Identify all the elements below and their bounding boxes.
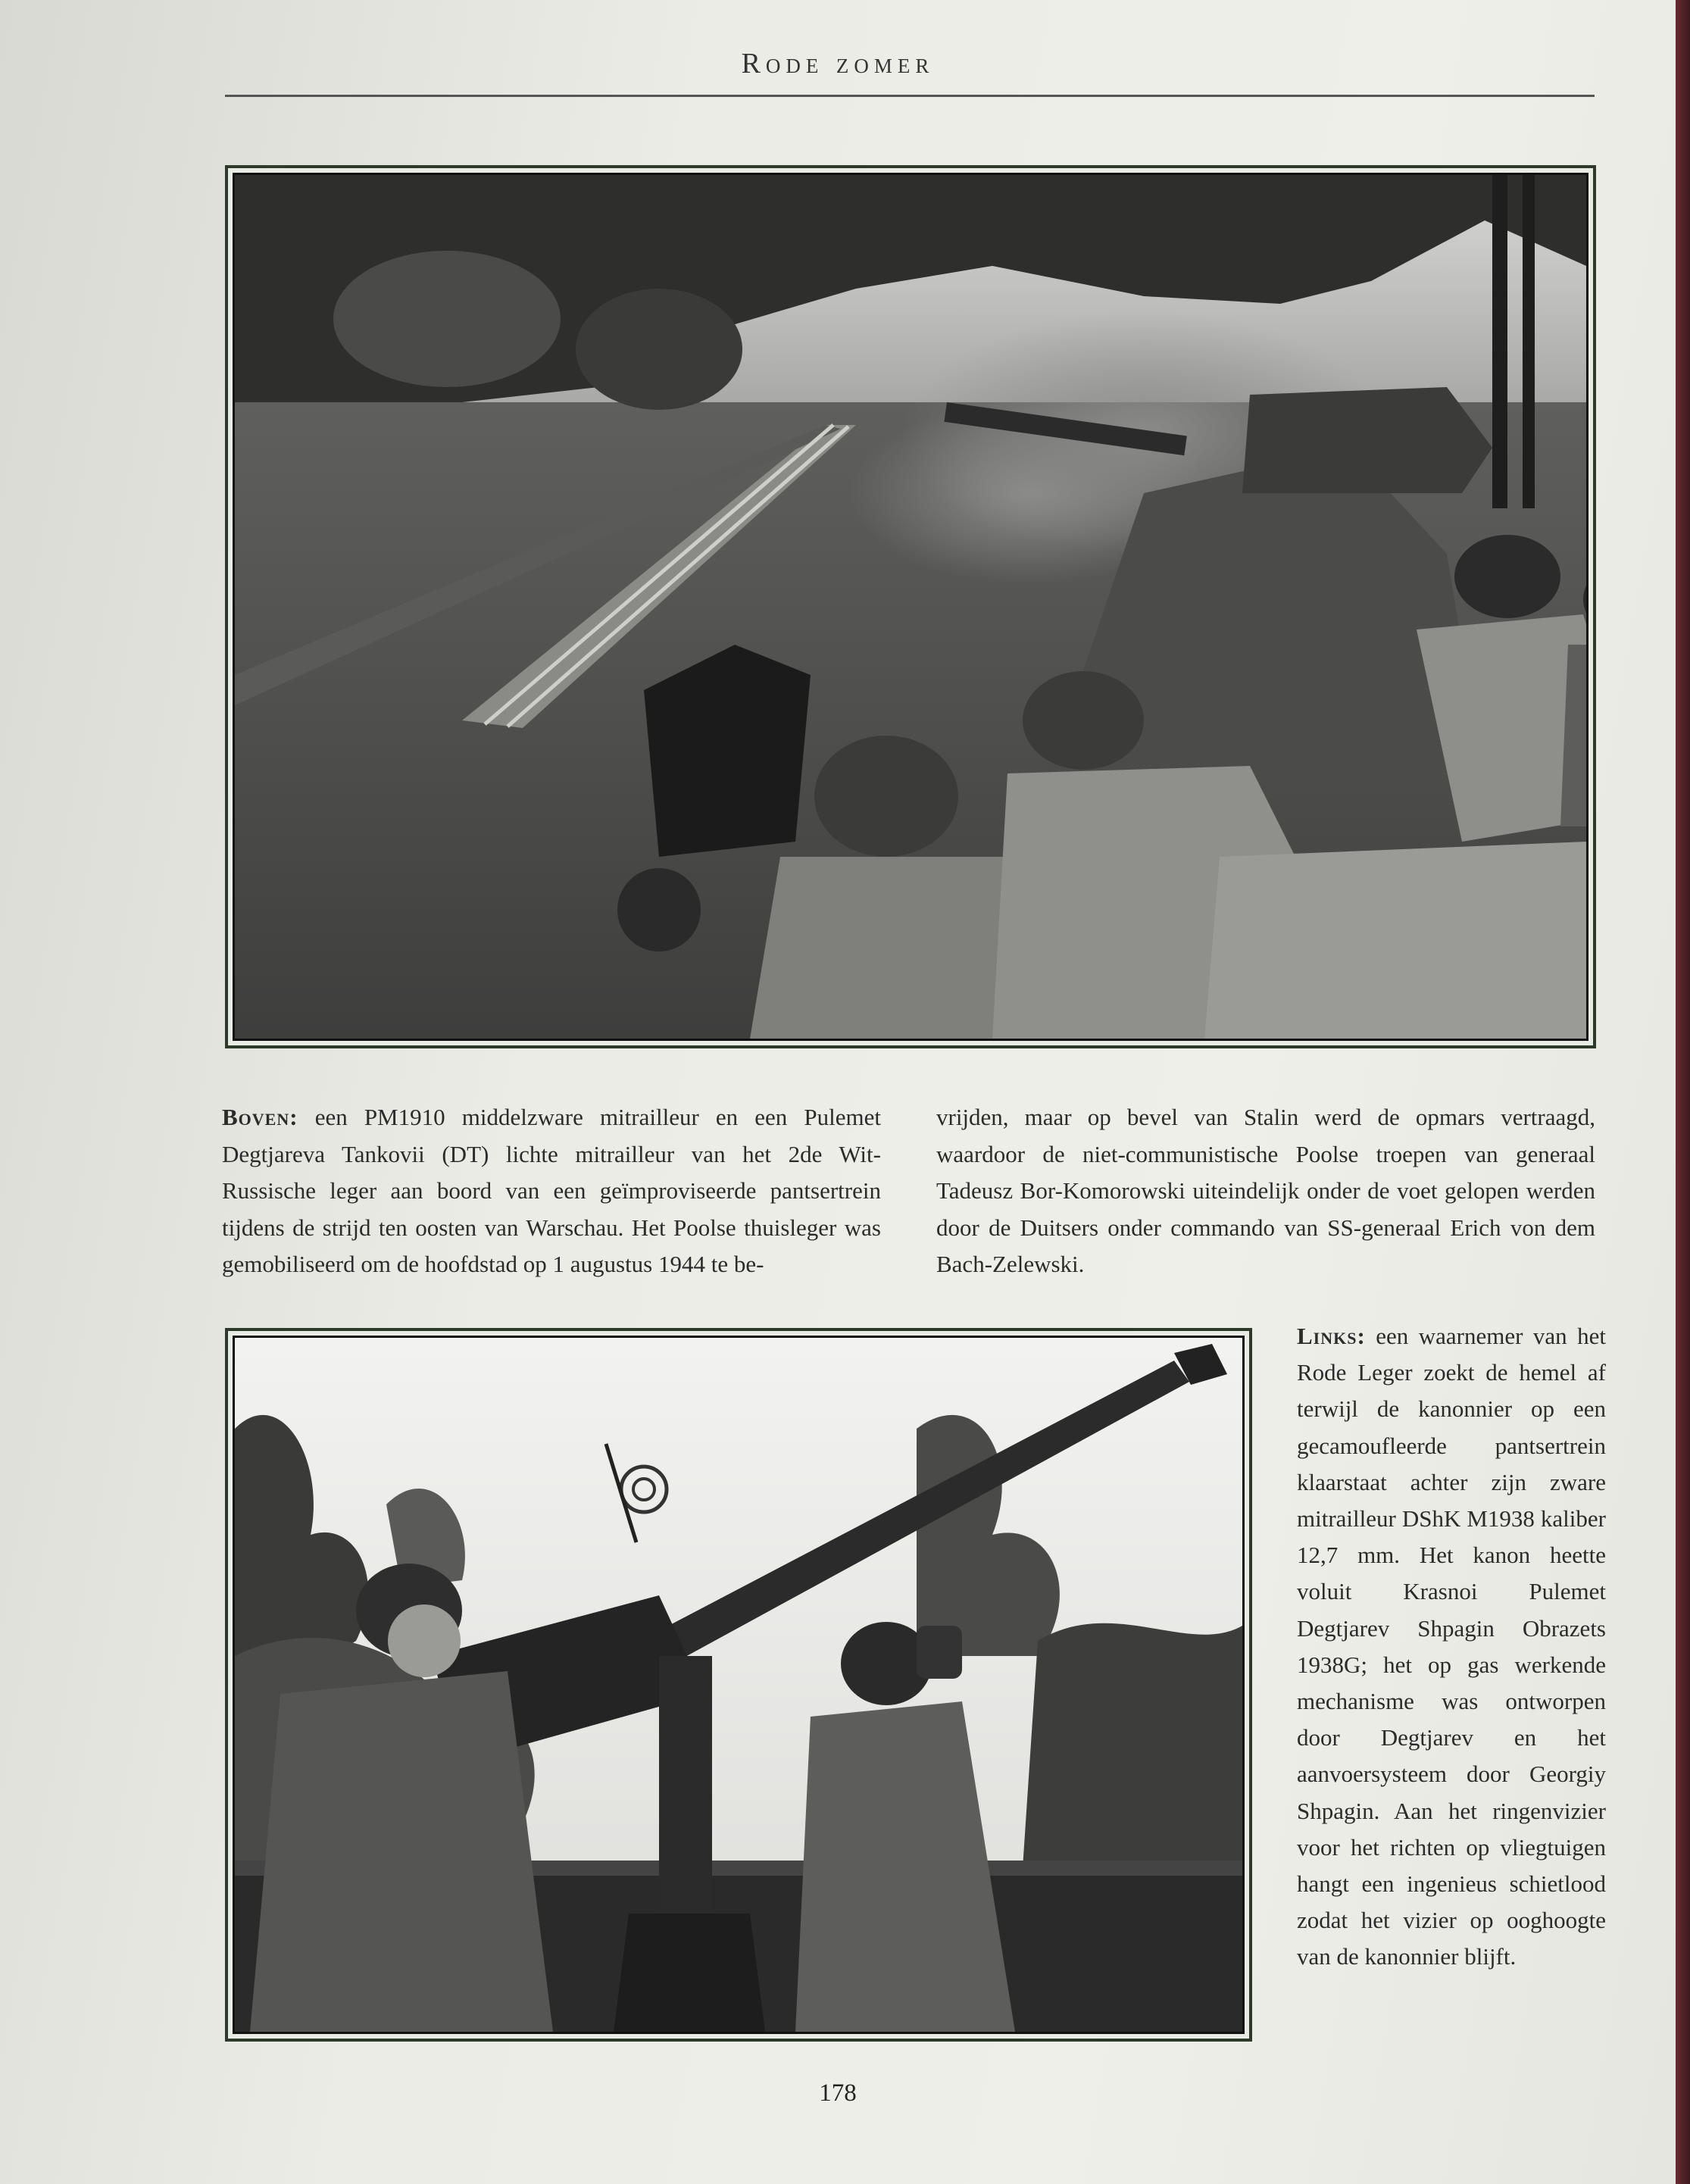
caption-text-left: een PM1910 middelzware mitrailleur en een Pulemet Degtjareva Tankovii (DT) lichte mitrailleur van het 2de Wit-Russische leger aan boord van een geïmproviseerde pantsertrein tijdens de strijd ten oosten van Warschau. Het Poolse thuisleger was gemobiliseerd om de hoofdstad op 1 augustus 1944 te be- [222,1104,881,1277]
anti-aircraft-machine-gun-photo [235,1338,1242,2032]
bottom-photo-caption [1297,1318,1606,1976]
running-head: Rode zomer [741,48,935,80]
header-rule [225,95,1595,97]
armored-train-machine-gunners-photo [235,175,1586,1039]
bottom-photo-frame [225,1328,1252,2042]
top-photo-frame [225,165,1596,1048]
page-number: 178 [819,2079,857,2107]
top-photo-caption-left [222,1099,881,1283]
book-cover-edge [1676,0,1690,2184]
caption-lead-links: Links: [1297,1323,1366,1349]
top-photo-caption-right [936,1099,1595,1283]
caption-text-side: een waarnemer van het Rode Leger zoekt de hemel af terwijl de kanonnier op een gecamoufleerde pantsertrein klaarstaat achter zijn zware mitrailleur DShK M1938 kaliber 12,7 mm. Het kanon heette voluit Krasnoi Pulemet Degtjarev Shpagin Obrazets 1938G; het op gas werkende mechanisme was ontworpen door Degtjarev en het aanvoersysteem door Georgiy Shpagin. Aan het ringenvizier voor het richten op vliegtuigen hangt een ingenieus schietlood zodat het vizier op ooghoogte van de kanonnier blijft. [1297,1323,1606,1970]
caption-lead-boven: Boven: [222,1104,298,1130]
caption-text-right: vrijden, maar op bevel van Stalin werd de opmars vertraagd, waardoor de niet-communistische Poolse troepen van generaal Tadeusz Bor-Komorowski uiteindelijk onder de voet gelopen werden door de Duitsers onder commando van SS-generaal Erich von dem Bach-Zelewski. [936,1104,1595,1277]
